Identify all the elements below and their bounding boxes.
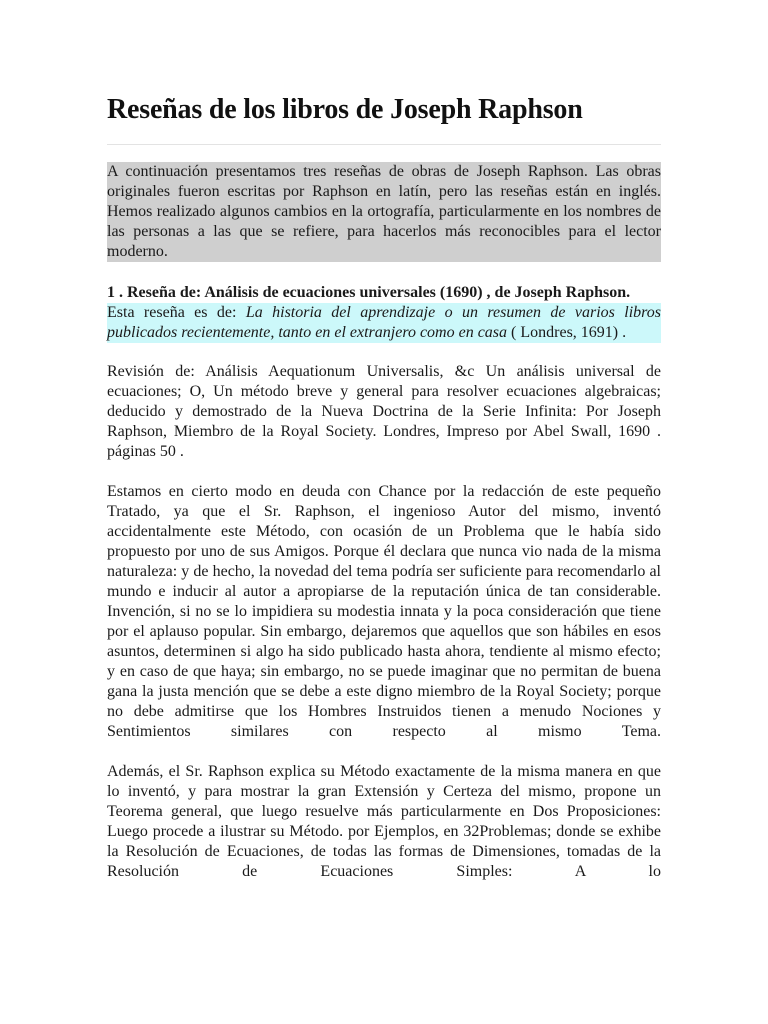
section-heading: 1 . Reseña de: Análisis de ecuaciones universales (1690) , de Joseph Raphson. [107,284,631,301]
source-suffix: ( Londres, 1691) . [507,324,627,341]
title-divider [107,144,661,145]
page-title: Reseñas de los libros de Joseph Raphson [107,94,583,125]
body-paragraph-1: Revisión de: Análisis Aequationum Universalis, &c Un análisis universal de ecuaciones; O, Un método breve y general para resolver ecuaciones algebraicas; deducido y demostrado de la Nueva Doctrina de la Serie Infinita: Por Joseph Raphson, Miembro de la Royal Society. Londres, Impreso por Abel Swall, 1690 . páginas 50 . [107,363,661,460]
body-paragraph-2: Estamos en cierto modo en deuda con Chance por la redacción de este pequeño Tratado, ya que el Sr. Raphson, el ingenioso Autor del mismo, inventó accidentalmente este Método, con ocasión de un Problema que le había sido propuesto por uno de sus Amigos. Porque él declara que nunca vio nada de la misma naturaleza: y de hecho, la novedad del tema podría ser suficiente para recomendarlo al mundo e inducir al autor a apropiarse de la reputación única de tan considerable. Invención, si no se lo impidiera su modestia innata y la poca consideración que tiene por el aplauso popular. Sin embargo, dejaremos que aquellos que son hábiles en esos asuntos, determinen si algo ha sido publicado hasta ahora, tendiente al mismo efecto; y en caso de que haya; sin embargo, no se puede imaginar que no permitan de buena gana la justa mención que se debe a este digno miembro de la Royal Society; porque no debe admitirse que los Hombres Instruidos tienen a menudo Nociones y Sentimientos similares con respecto al mismo Tema. [107,483,661,740]
review-source [107,303,661,343]
intro-paragraph: A continuación presentamos tres reseñas de obras de Joseph Raphson. Las obras originales fueron escritas por Raphson en latín, pero las reseñas están en inglés. Hemos realizado algunos cambios en la ortografía, particularmente en los nombres de las personas a las que se refiere, para hacerlos más reconocibles para el lector moderno. [107,163,661,260]
body-paragraph-3: Además, el Sr. Raphson explica su Método exactamente de la misma manera en que lo inventó, y para mostrar la gran Extensión y Certeza del mismo, propone un Teorema general, que luego resuelve más particularmente en Dos Proposiciones: Luego procede a ilustrar su Método. por Ejemplos, en 32Problemas; donde se exhibe la Resolución de Ecuaciones, de todas las formas de Dimensiones, tomadas de la Resolución de Ecuaciones Simples: A lo [107,763,661,880]
source-prefix: Esta reseña es de: [107,304,246,321]
source-title: La historia del aprendizaje o un resumen de varios libros publicados recientemente, tanto en el extranjero como en casa [107,304,662,341]
